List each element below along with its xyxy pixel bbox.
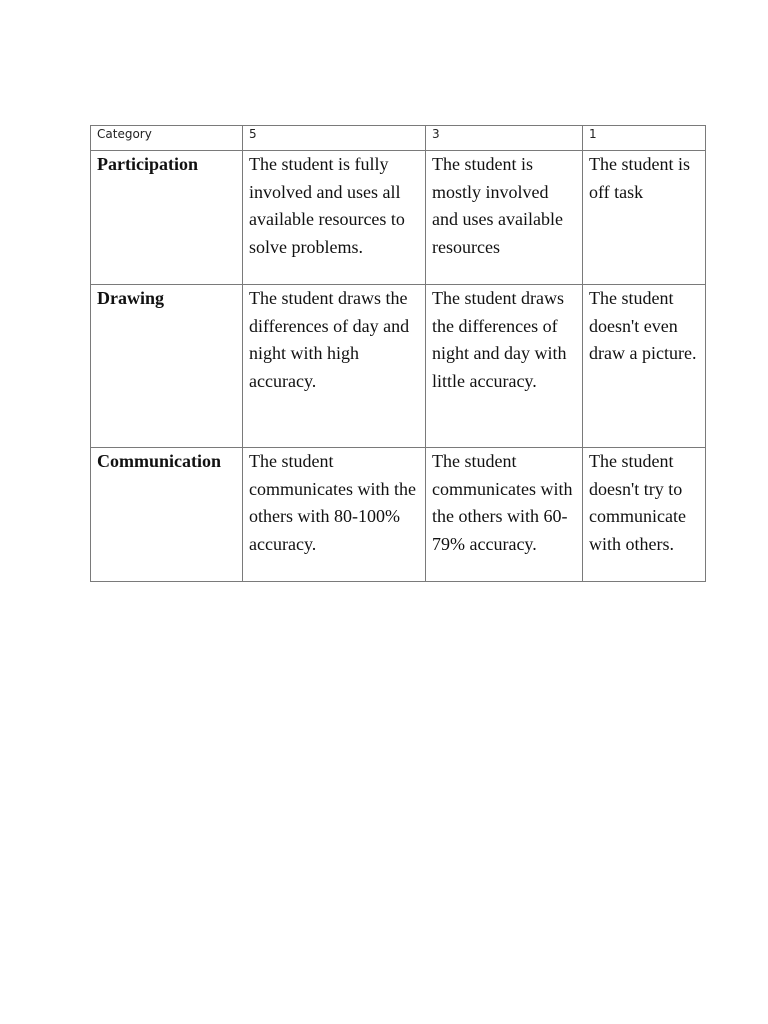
header-category: Category [91, 126, 243, 151]
header-score-1: 1 [583, 126, 706, 151]
score-1-cell: The student doesn't try to communicate with others. [583, 448, 706, 582]
category-cell: Communication [91, 448, 243, 582]
table-row [91, 285, 706, 448]
score-5-cell: The student draws the differences of day and night with high accuracy. [243, 285, 426, 448]
category-cell: Participation [91, 151, 243, 285]
score-5-cell: The student is fully involved and uses all available resources to solve problems. [243, 151, 426, 285]
score-3-cell: The student is mostly involved and uses available resources [426, 151, 583, 285]
header-score-5: 5 [243, 126, 426, 151]
rubric-table [90, 125, 706, 582]
table-row [91, 448, 706, 582]
header-row [91, 126, 706, 151]
score-3-cell: The student draws the differences of night and day with little accuracy. [426, 285, 583, 448]
score-5-cell: The student communicates with the others with 80-100% accuracy. [243, 448, 426, 582]
table-row [91, 151, 706, 285]
score-1-cell: The student doesn't even draw a picture. [583, 285, 706, 448]
score-3-cell: The student communicates with the others with 60-79% accuracy. [426, 448, 583, 582]
header-score-3: 3 [426, 126, 583, 151]
category-cell: Drawing [91, 285, 243, 448]
score-1-cell: The student is off task [583, 151, 706, 285]
